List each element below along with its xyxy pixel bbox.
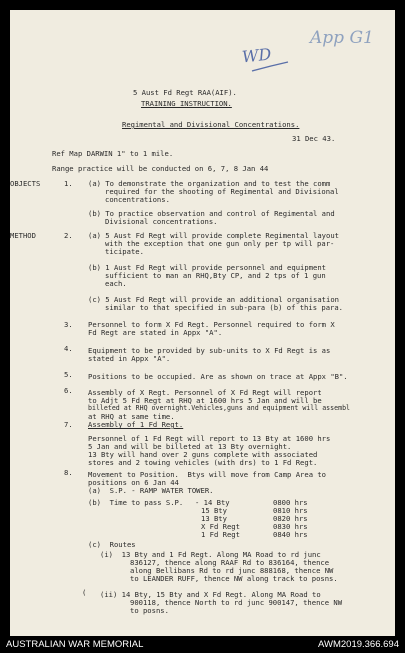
para-8b-line: (b) Time to pass S.P. bbox=[88, 498, 184, 507]
para-2a-line: with the exception that one gun only per tp will par- bbox=[105, 239, 335, 248]
para-7-heading: Assembly of 1 Fd Regt. bbox=[88, 420, 184, 429]
para-1b-line: Divisional concentrations. bbox=[105, 217, 218, 226]
schedule-unit: X Fd Regt bbox=[201, 522, 240, 531]
schedule-unit: - 14 Bty bbox=[195, 498, 230, 507]
document-page bbox=[10, 10, 395, 636]
para-5-line: Positions to be occupied. Are as shown on trace at Appx "B". bbox=[88, 372, 348, 381]
para-7-line: 13 Bty will hand over 2 guns complete with associated bbox=[88, 450, 318, 459]
para-number-7: 7. bbox=[64, 420, 73, 429]
para-number-5: 5. bbox=[64, 370, 73, 379]
para-2c-line: similar to that specified in sub-para (b) of this para. bbox=[105, 303, 343, 312]
para-6-line: Assembly of X Regt. Personnel of X Fd Regt will report bbox=[88, 388, 322, 397]
para-8-line: positions on 6 Jan 44 bbox=[88, 478, 179, 487]
route-i-line: along Bellibans Rd to rd junc 888168, thence NW bbox=[130, 566, 334, 575]
para-2b-line: each. bbox=[105, 279, 127, 288]
para-1a-line: concentrations. bbox=[105, 195, 170, 204]
route-i-line: to LEANDER RUFF, thence NW along track to posns. bbox=[130, 574, 338, 583]
para-2b-line: sufficient to man an RHQ,Bty CP, and 2 tps of 1 gun bbox=[105, 271, 326, 280]
route-i-line: 836127, thence along RAAF Rd to 836164, thence bbox=[130, 558, 330, 567]
map-reference: Ref Map DARWIN 1" to 1 mile. bbox=[52, 149, 174, 158]
para-2a-line: ticipate. bbox=[105, 247, 144, 256]
para-8-line: Movement to Position. Btys will move from Camp Area to bbox=[88, 470, 326, 479]
para-1a-line: (a) To demonstrate the organization and to test the comm bbox=[88, 179, 331, 188]
archive-footer bbox=[0, 636, 405, 653]
para-4-line: Equipment to be provided by sub-units to X Fd Regt is as bbox=[88, 346, 331, 355]
para-8a-line: (a) S.P. - RAMP WATER TOWER. bbox=[88, 486, 214, 495]
route-i-line: (i) 13 Bty and 1 Fd Regt. Along MA Road to rd junc bbox=[100, 550, 321, 559]
para-3-line: Personnel to form X Fd Regt. Personnel required to form X bbox=[88, 320, 335, 329]
schedule-time: 0840 hrs bbox=[273, 530, 308, 539]
para-4-line: stated in Appx "A". bbox=[88, 354, 171, 363]
document-title: TRAINING INSTRUCTION. bbox=[141, 99, 232, 108]
para-1b-line: (b) To practice observation and control of Regimental and bbox=[88, 209, 335, 218]
handwritten-app-ref: App G1 bbox=[310, 28, 374, 48]
para-6-line: to Adjt 5 Fd Regt at RHQ at 1600 hrs 5 Jan and will be bbox=[88, 396, 322, 405]
para-6-line: at RHQ at same time. bbox=[88, 412, 175, 421]
para-number-4: 4. bbox=[64, 344, 73, 353]
para-2c-line: (c) 5 Aust Fd Regt will provide an additional organisation bbox=[88, 295, 339, 304]
route-ii-line: to posns. bbox=[130, 606, 169, 615]
margin-method: METHOD bbox=[10, 231, 36, 240]
margin-paren: ( bbox=[82, 588, 87, 597]
archive-id: AWM2019.366.694 bbox=[318, 639, 399, 650]
para-7-line: Personnel of 1 Fd Regt will report to 13 Bty at 1600 hrs bbox=[88, 434, 331, 443]
para-7-line: stores and 2 towing vehicles (with drs) to 1 Fd Regt. bbox=[88, 458, 318, 467]
document-subtitle: Regimental and Divisional Concentrations. bbox=[122, 120, 300, 129]
handwritten-underline bbox=[250, 60, 290, 74]
schedule-time: 0800 hrs bbox=[273, 498, 308, 507]
document-date: 31 Dec 43. bbox=[292, 134, 336, 143]
range-statement: Range practice will be conducted on 6, 7, 8 Jan 44 bbox=[52, 164, 269, 173]
route-ii-line: (ii) 14 Bty, 15 Bty and X Fd Regt. Along MA Road to bbox=[100, 590, 321, 599]
unit-heading: 5 Aust Fd Regt RAA(AIF). bbox=[133, 88, 237, 97]
handwritten-wd: WD bbox=[241, 44, 273, 67]
para-1a-line: required for the shooting of Regimental and Divisional bbox=[105, 187, 339, 196]
schedule-unit: 15 Bty bbox=[201, 506, 227, 515]
para-7-line: 5 Jan and will be billeted at 13 Bty overnight. bbox=[88, 442, 292, 451]
para-number-1: 1. bbox=[64, 179, 73, 188]
para-3-line: Fd Regt are stated in Appx "A". bbox=[88, 328, 223, 337]
para-6-line: billeted at RHQ overnight.Vehicles,guns and equipment will assembl bbox=[88, 404, 351, 412]
para-2a-line: (a) 5 Aust Fd Regt will provide complete Regimental layout bbox=[88, 231, 339, 240]
para-2b-line: (b) 1 Aust Fd Regt will provide personnel and equipment bbox=[88, 263, 326, 272]
margin-objects: OBJECTS bbox=[10, 179, 41, 188]
para-number-8: 8. bbox=[64, 468, 73, 477]
route-ii-line: 900118, thence North to rd junc 900147, thence NW bbox=[130, 598, 343, 607]
schedule-time: 0820 hrs bbox=[273, 514, 308, 523]
schedule-unit: 13 Bty bbox=[201, 514, 227, 523]
schedule-time: 0810 hrs bbox=[273, 506, 308, 515]
para-number-3: 3. bbox=[64, 320, 73, 329]
para-number-6: 6. bbox=[64, 386, 73, 395]
schedule-time: 0830 hrs bbox=[273, 522, 308, 531]
schedule-unit: 1 Fd Regt bbox=[201, 530, 240, 539]
para-number-2: 2. bbox=[64, 231, 73, 240]
archive-name: AUSTRALIAN WAR MEMORIAL bbox=[6, 639, 144, 650]
para-8c-line: (c) Routes bbox=[88, 540, 136, 549]
